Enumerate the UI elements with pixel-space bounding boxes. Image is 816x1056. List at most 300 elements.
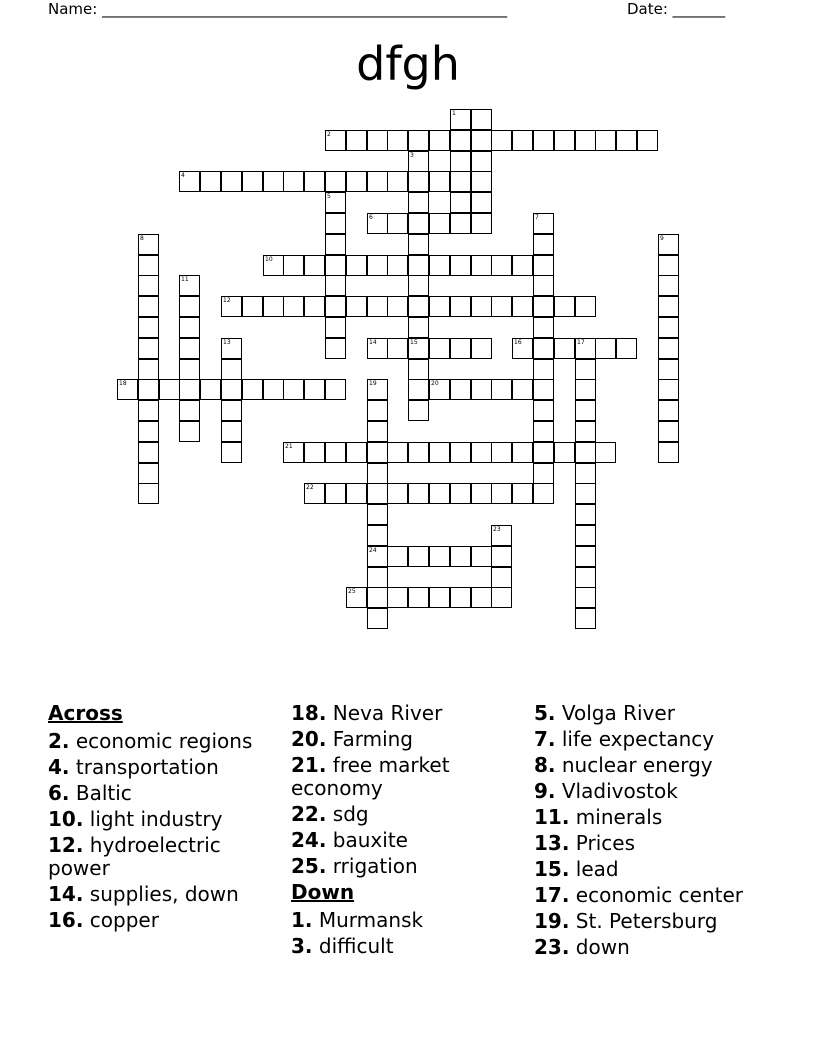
- grid-cell[interactable]: [429, 587, 450, 608]
- grid-cell[interactable]: [575, 338, 596, 359]
- clue-text: Prices: [575, 831, 636, 855]
- grid-cell[interactable]: [221, 296, 242, 317]
- grid-cell[interactable]: [616, 338, 637, 359]
- grid-cell[interactable]: [575, 504, 596, 525]
- grid-cell[interactable]: [283, 296, 304, 317]
- grid-cell[interactable]: [450, 213, 471, 234]
- clue-text: economic center: [575, 883, 743, 907]
- grid-cell[interactable]: [408, 546, 429, 567]
- grid-cell[interactable]: [450, 483, 471, 504]
- grid-cell[interactable]: [179, 317, 200, 338]
- grid-cell[interactable]: [408, 587, 429, 608]
- grid-cell[interactable]: [387, 587, 408, 608]
- grid-cell[interactable]: [367, 171, 388, 192]
- grid-cell[interactable]: [367, 525, 388, 546]
- grid-cell[interactable]: [138, 483, 159, 504]
- clue-text: Murmansk: [318, 908, 424, 932]
- grid-cell[interactable]: [138, 317, 159, 338]
- grid-cell[interactable]: [595, 442, 616, 463]
- grid-cell[interactable]: [471, 338, 492, 359]
- clue-text: supplies, down: [89, 882, 239, 906]
- grid-cell[interactable]: [367, 587, 388, 608]
- grid-cell[interactable]: [429, 442, 450, 463]
- clue-number: 6.: [48, 781, 70, 805]
- grid-cell[interactable]: [491, 130, 512, 151]
- across-clue-25: [291, 855, 521, 878]
- across-clue-4: [48, 756, 278, 779]
- grid-cell[interactable]: [367, 379, 388, 400]
- grid-cell[interactable]: [512, 338, 533, 359]
- grid-cell[interactable]: [429, 213, 450, 234]
- grid-cell[interactable]: [408, 213, 429, 234]
- grid-cell[interactable]: [450, 296, 471, 317]
- grid-cell[interactable]: [450, 379, 471, 400]
- grid-cell[interactable]: [491, 296, 512, 317]
- grid-cell[interactable]: [658, 338, 679, 359]
- grid-cell[interactable]: [429, 255, 450, 276]
- grid-cell[interactable]: [471, 151, 492, 172]
- grid-cell[interactable]: [595, 338, 616, 359]
- grid-cell[interactable]: [471, 587, 492, 608]
- grid-cell[interactable]: [491, 379, 512, 400]
- grid-cell[interactable]: [138, 296, 159, 317]
- grid-cell[interactable]: [325, 130, 346, 151]
- grid-cell[interactable]: [450, 109, 471, 130]
- grid-cell[interactable]: [346, 171, 367, 192]
- grid-cell[interactable]: [367, 504, 388, 525]
- grid-cell[interactable]: [325, 275, 346, 296]
- cell-number: 8: [140, 235, 144, 242]
- across-clue-24: [291, 829, 521, 852]
- grid-cell[interactable]: [512, 442, 533, 463]
- grid-cell[interactable]: [325, 442, 346, 463]
- grid-cell[interactable]: [387, 338, 408, 359]
- grid-cell[interactable]: [138, 255, 159, 276]
- across-clue-18: [291, 702, 521, 725]
- grid-cell[interactable]: [658, 359, 679, 380]
- grid-cell[interactable]: [658, 421, 679, 442]
- grid-cell[interactable]: [138, 359, 159, 380]
- grid-cell[interactable]: [263, 379, 284, 400]
- grid-cell[interactable]: [512, 296, 533, 317]
- grid-cell[interactable]: [387, 130, 408, 151]
- grid-cell[interactable]: [575, 525, 596, 546]
- cell-number: 7: [535, 214, 539, 221]
- clue-text: minerals: [575, 805, 663, 829]
- grid-cell[interactable]: [283, 255, 304, 276]
- date-field-label[interactable]: Date: _______: [627, 0, 726, 18]
- grid-cell[interactable]: [408, 338, 429, 359]
- grid-cell[interactable]: [491, 546, 512, 567]
- grid-cell[interactable]: [304, 379, 325, 400]
- grid-cell[interactable]: [491, 567, 512, 588]
- grid-cell[interactable]: [471, 546, 492, 567]
- grid-cell[interactable]: [346, 130, 367, 151]
- clue-number: 23.: [534, 935, 570, 959]
- cell-number: 25: [348, 588, 356, 595]
- clue-number: 16.: [48, 908, 84, 932]
- cell-number: 10: [265, 256, 273, 263]
- grid-cell[interactable]: [367, 483, 388, 504]
- grid-cell[interactable]: [450, 192, 471, 213]
- grid-cell[interactable]: [533, 234, 554, 255]
- clue-number: 12.: [48, 833, 84, 857]
- down-clue-1: [291, 909, 521, 932]
- cell-number: 20: [431, 380, 439, 387]
- grid-cell[interactable]: [408, 171, 429, 192]
- grid-cell[interactable]: [450, 171, 471, 192]
- grid-cell[interactable]: [429, 546, 450, 567]
- grid-cell[interactable]: [533, 255, 554, 276]
- grid-cell[interactable]: [533, 463, 554, 484]
- grid-cell[interactable]: [408, 296, 429, 317]
- grid-cell[interactable]: [367, 608, 388, 629]
- grid-cell[interactable]: [367, 546, 388, 567]
- clue-number: 8.: [534, 753, 556, 777]
- grid-cell[interactable]: [408, 234, 429, 255]
- grid-cell[interactable]: [512, 130, 533, 151]
- grid-cell[interactable]: [408, 130, 429, 151]
- grid-cell[interactable]: [512, 483, 533, 504]
- grid-cell[interactable]: [533, 379, 554, 400]
- grid-cell[interactable]: [575, 463, 596, 484]
- down-clue-13: [534, 832, 774, 855]
- grid-cell[interactable]: [367, 130, 388, 151]
- grid-cell[interactable]: [408, 255, 429, 276]
- grid-cell[interactable]: [471, 171, 492, 192]
- grid-cell[interactable]: [429, 171, 450, 192]
- cell-number: 9: [660, 235, 664, 242]
- grid-cell[interactable]: [138, 442, 159, 463]
- clue-number: 14.: [48, 882, 84, 906]
- cell-number: 3: [410, 152, 414, 159]
- grid-cell[interactable]: [367, 463, 388, 484]
- cell-number: 1: [452, 110, 456, 117]
- clue-number: 3.: [291, 934, 313, 958]
- grid-cell[interactable]: [138, 338, 159, 359]
- grid-cell[interactable]: [491, 442, 512, 463]
- grid-cell[interactable]: [367, 213, 388, 234]
- grid-cell[interactable]: [429, 130, 450, 151]
- grid-cell[interactable]: [138, 234, 159, 255]
- grid-cell[interactable]: [575, 296, 596, 317]
- down-clue-23: [534, 936, 774, 959]
- cell-number: 11: [181, 276, 189, 283]
- grid-cell[interactable]: [554, 338, 575, 359]
- grid-cell[interactable]: [325, 255, 346, 276]
- grid-cell[interactable]: [575, 130, 596, 151]
- cell-number: 4: [181, 172, 185, 179]
- cell-number: 22: [306, 484, 314, 491]
- grid-cell[interactable]: [283, 379, 304, 400]
- grid-cell[interactable]: [533, 296, 554, 317]
- grid-cell[interactable]: [408, 483, 429, 504]
- grid-cell[interactable]: [179, 296, 200, 317]
- grid-cell[interactable]: [263, 171, 284, 192]
- grid-cell[interactable]: [304, 483, 325, 504]
- grid-cell[interactable]: [325, 213, 346, 234]
- grid-cell[interactable]: [367, 338, 388, 359]
- grid-cell[interactable]: [387, 255, 408, 276]
- grid-cell[interactable]: [346, 442, 367, 463]
- grid-cell[interactable]: [491, 587, 512, 608]
- grid-cell[interactable]: [200, 379, 221, 400]
- grid-cell[interactable]: [242, 171, 263, 192]
- grid-cell[interactable]: [575, 587, 596, 608]
- across-clue-14: [48, 883, 278, 906]
- grid-cell[interactable]: [138, 421, 159, 442]
- grid-cell[interactable]: [179, 359, 200, 380]
- clue-text: bauxite: [332, 828, 408, 852]
- cell-number: 15: [410, 339, 418, 346]
- grid-cell[interactable]: [179, 338, 200, 359]
- grid-cell[interactable]: [471, 213, 492, 234]
- grid-cell[interactable]: [283, 442, 304, 463]
- clue-text: light industry: [89, 807, 223, 831]
- grid-cell[interactable]: [408, 379, 429, 400]
- clues-column-1: [48, 702, 278, 935]
- clues-column-3: [534, 702, 774, 962]
- grid-cell[interactable]: [221, 338, 242, 359]
- grid-cell[interactable]: [138, 379, 159, 400]
- grid-cell[interactable]: [304, 442, 325, 463]
- grid-cell[interactable]: [533, 130, 554, 151]
- grid-cell[interactable]: [429, 338, 450, 359]
- grid-cell[interactable]: [387, 213, 408, 234]
- grid-cell[interactable]: [533, 275, 554, 296]
- grid-cell[interactable]: [471, 255, 492, 276]
- grid-cell[interactable]: [533, 338, 554, 359]
- grid-cell[interactable]: [325, 483, 346, 504]
- grid-cell[interactable]: [138, 275, 159, 296]
- grid-cell[interactable]: [387, 442, 408, 463]
- grid-cell[interactable]: [533, 442, 554, 463]
- grid-cell[interactable]: [450, 255, 471, 276]
- grid-cell[interactable]: [325, 317, 346, 338]
- clue-number: 18.: [291, 701, 327, 725]
- grid-cell[interactable]: [367, 442, 388, 463]
- across-clue-6: [48, 782, 278, 805]
- grid-cell[interactable]: [138, 463, 159, 484]
- grid-cell[interactable]: [575, 400, 596, 421]
- grid-cell[interactable]: [429, 483, 450, 504]
- clue-text: rrigation: [332, 854, 418, 878]
- grid-cell[interactable]: [658, 442, 679, 463]
- grid-cell[interactable]: [138, 400, 159, 421]
- clue-text: free market economy: [291, 753, 450, 800]
- cell-number: 2: [327, 131, 331, 138]
- grid-cell[interactable]: [221, 379, 242, 400]
- grid-cell[interactable]: [658, 296, 679, 317]
- across-clue-22: [291, 803, 521, 826]
- grid-cell[interactable]: [408, 442, 429, 463]
- cell-number: 19: [369, 380, 377, 387]
- cell-number: 17: [577, 339, 585, 346]
- grid-cell[interactable]: [575, 608, 596, 629]
- grid-cell[interactable]: [408, 275, 429, 296]
- grid-cell[interactable]: [221, 400, 242, 421]
- grid-cell[interactable]: [533, 317, 554, 338]
- grid-cell[interactable]: [575, 379, 596, 400]
- grid-cell[interactable]: [408, 151, 429, 172]
- grid-cell[interactable]: [221, 421, 242, 442]
- clue-number: 22.: [291, 802, 327, 826]
- grid-cell[interactable]: [325, 171, 346, 192]
- grid-cell[interactable]: [491, 483, 512, 504]
- grid-cell[interactable]: [658, 379, 679, 400]
- cell-number: 6: [369, 214, 373, 221]
- grid-cell[interactable]: [117, 379, 138, 400]
- clue-text: St. Petersburg: [575, 909, 718, 933]
- grid-cell[interactable]: [387, 546, 408, 567]
- grid-cell[interactable]: [491, 255, 512, 276]
- across-clue-20: [291, 728, 521, 751]
- name-field-label[interactable]: Name: ______________________________________________________: [48, 0, 508, 18]
- grid-cell[interactable]: [283, 171, 304, 192]
- grid-cell[interactable]: [554, 130, 575, 151]
- grid-cell[interactable]: [471, 109, 492, 130]
- clue-text: down: [575, 935, 630, 959]
- grid-cell[interactable]: [159, 379, 180, 400]
- grid-cell[interactable]: [408, 359, 429, 380]
- cell-number: 5: [327, 193, 331, 200]
- grid-cell[interactable]: [221, 359, 242, 380]
- grid-cell[interactable]: [346, 587, 367, 608]
- grid-cell[interactable]: [450, 442, 471, 463]
- grid-cell[interactable]: [242, 379, 263, 400]
- grid-cell[interactable]: [408, 400, 429, 421]
- clue-number: 2.: [48, 729, 70, 753]
- cell-number: 23: [493, 526, 501, 533]
- grid-cell[interactable]: [387, 171, 408, 192]
- grid-cell[interactable]: [533, 359, 554, 380]
- grid-cell[interactable]: [325, 379, 346, 400]
- grid-cell[interactable]: [450, 338, 471, 359]
- grid-cell[interactable]: [554, 442, 575, 463]
- grid-cell[interactable]: [616, 130, 637, 151]
- grid-cell[interactable]: [221, 442, 242, 463]
- grid-cell[interactable]: [575, 567, 596, 588]
- grid-cell[interactable]: [450, 130, 471, 151]
- grid-cell[interactable]: [367, 400, 388, 421]
- grid-cell[interactable]: [408, 192, 429, 213]
- grid-cell[interactable]: [575, 442, 596, 463]
- grid-cell[interactable]: [263, 255, 284, 276]
- grid-cell[interactable]: [450, 546, 471, 567]
- grid-cell[interactable]: [325, 234, 346, 255]
- grid-cell[interactable]: [325, 296, 346, 317]
- grid-cell[interactable]: [263, 296, 284, 317]
- grid-cell[interactable]: [346, 296, 367, 317]
- clue-number: 11.: [534, 805, 570, 829]
- grid-cell[interactable]: [471, 296, 492, 317]
- grid-cell[interactable]: [575, 483, 596, 504]
- grid-cell[interactable]: [367, 421, 388, 442]
- grid-cell[interactable]: [554, 296, 575, 317]
- down-clue-9: [534, 780, 774, 803]
- grid-cell[interactable]: [471, 379, 492, 400]
- across-clue-16: [48, 909, 278, 932]
- grid-cell[interactable]: [429, 379, 450, 400]
- clue-number: 13.: [534, 831, 570, 855]
- grid-cell[interactable]: [471, 483, 492, 504]
- grid-cell[interactable]: [658, 400, 679, 421]
- grid-cell[interactable]: [450, 151, 471, 172]
- grid-cell[interactable]: [658, 317, 679, 338]
- clue-number: 10.: [48, 807, 84, 831]
- grid-cell[interactable]: [471, 192, 492, 213]
- grid-cell[interactable]: [179, 400, 200, 421]
- grid-cell[interactable]: [325, 338, 346, 359]
- grid-cell[interactable]: [533, 421, 554, 442]
- grid-cell[interactable]: [387, 296, 408, 317]
- grid-cell[interactable]: [367, 296, 388, 317]
- grid-cell[interactable]: [512, 379, 533, 400]
- grid-cell[interactable]: [242, 296, 263, 317]
- grid-cell[interactable]: [179, 171, 200, 192]
- grid-cell[interactable]: [304, 171, 325, 192]
- clue-number: 17.: [534, 883, 570, 907]
- grid-cell[interactable]: [408, 317, 429, 338]
- grid-cell[interactable]: [533, 400, 554, 421]
- clue-text: Volga River: [561, 701, 675, 725]
- grid-cell[interactable]: [346, 255, 367, 276]
- grid-cell[interactable]: [575, 359, 596, 380]
- grid-cell[interactable]: [367, 567, 388, 588]
- grid-cell[interactable]: [179, 421, 200, 442]
- grid-cell[interactable]: [575, 421, 596, 442]
- puzzle-title: dfgh: [356, 37, 460, 91]
- grid-cell[interactable]: [200, 171, 221, 192]
- grid-cell[interactable]: [179, 275, 200, 296]
- grid-cell[interactable]: [179, 379, 200, 400]
- grid-cell[interactable]: [658, 275, 679, 296]
- grid-cell[interactable]: [325, 192, 346, 213]
- grid-cell[interactable]: [387, 483, 408, 504]
- grid-cell[interactable]: [304, 296, 325, 317]
- grid-cell[interactable]: [221, 171, 242, 192]
- clue-text: Neva River: [332, 701, 443, 725]
- grid-cell[interactable]: [595, 130, 616, 151]
- grid-cell[interactable]: [575, 546, 596, 567]
- grid-cell[interactable]: [512, 255, 533, 276]
- across-clue-2: [48, 730, 278, 753]
- clue-number: 24.: [291, 828, 327, 852]
- across-clue-10: [48, 808, 278, 831]
- grid-cell[interactable]: [346, 483, 367, 504]
- cell-number: 18: [119, 380, 127, 387]
- clue-text: transportation: [75, 755, 219, 779]
- grid-cell[interactable]: [533, 213, 554, 234]
- grid-cell[interactable]: [450, 587, 471, 608]
- grid-cell[interactable]: [491, 525, 512, 546]
- clue-text: Farming: [332, 727, 414, 751]
- grid-cell[interactable]: [637, 130, 658, 151]
- grid-cell[interactable]: [367, 255, 388, 276]
- grid-cell[interactable]: [471, 130, 492, 151]
- clue-number: 9.: [534, 779, 556, 803]
- grid-cell[interactable]: [471, 442, 492, 463]
- grid-cell[interactable]: [533, 483, 554, 504]
- grid-cell[interactable]: [658, 234, 679, 255]
- grid-cell[interactable]: [658, 255, 679, 276]
- grid-cell[interactable]: [304, 255, 325, 276]
- clue-text: hydroelectric power: [48, 833, 221, 880]
- grid-cell[interactable]: [429, 296, 450, 317]
- clue-number: 21.: [291, 753, 327, 777]
- clue-text: copper: [89, 908, 159, 932]
- down-clue-5: [534, 702, 774, 725]
